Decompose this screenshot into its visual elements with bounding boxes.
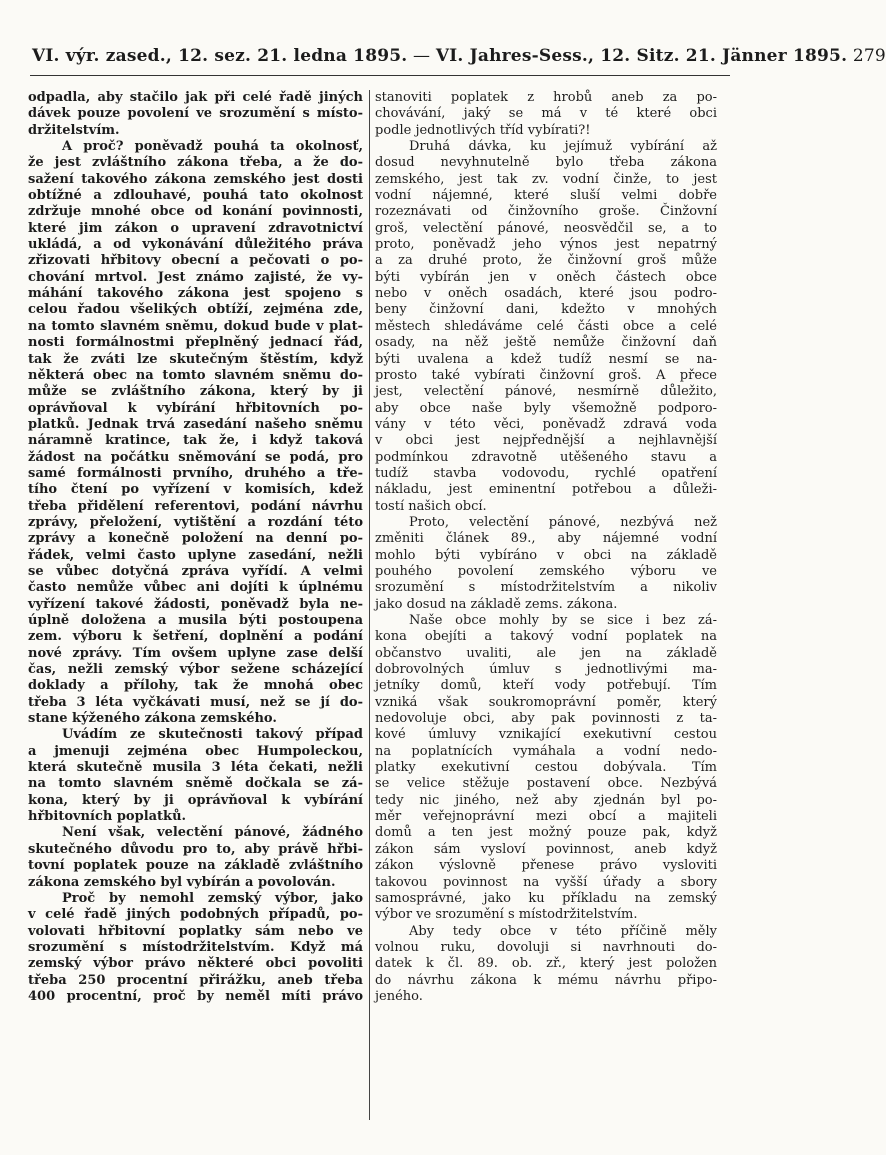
text-line: jako dosud na základě zems. zákona. xyxy=(375,596,618,612)
text-line: samé formálnosti prvního, druhého a tře- xyxy=(28,465,363,481)
text-line: sažení takového zákona zemského jest dosti xyxy=(28,171,363,187)
text-line: dosud nevyhnutelně bylo třeba zákona xyxy=(375,155,717,171)
text-line: chování mrtvol. Jest známo zajisté, že vy- xyxy=(28,269,363,285)
text-line: takovou povinnost na vyšší úřady a sbory xyxy=(375,874,717,890)
text-line: rozeznávati od činžovního groše. Činžovní xyxy=(375,204,717,220)
text-line: tedy nic jiného, než aby zjednán byl po- xyxy=(375,792,717,808)
text-line: se velice stěžuje postavení obce. Nezbývá xyxy=(375,776,717,792)
text-line: úplně doložena a musila býti postoupena xyxy=(28,613,363,628)
text-line: Proto, velectění pánové, nezbývá než xyxy=(409,514,717,530)
text-line: domů a ten jest možný pouze pak, když xyxy=(375,825,717,841)
text-line: zemský výbor právo některé obci povoliti xyxy=(28,956,363,972)
text-line: stane kýženého zákona zemského. xyxy=(28,711,277,727)
text-line: srozumění s místodržitelstvím a nikoliv xyxy=(375,580,717,596)
text-line: odpadla, aby stačilo jak při celé řadě jiných xyxy=(28,90,363,105)
text-line: dobrovolných úmluv s jednotlivými ma- xyxy=(375,662,717,678)
text-line: aby obce naše byly všemožně podporo- xyxy=(375,400,717,416)
text-line: samosprávné, jako ku příkladu na zemský xyxy=(375,890,717,906)
text-line: hřbitovních poplatků. xyxy=(28,809,187,825)
text-line: volnou ruku, dovoluji si navrhnouti do- xyxy=(375,939,717,955)
text-line: tího čtení po vyřízení v komisích, kdež xyxy=(28,482,363,498)
running-head-separator: — xyxy=(413,46,431,66)
text-line: výbor ve srozumění s místodržitelstvím. xyxy=(375,907,638,923)
text-line: datek k čl. 89. ob. zř., který jest položen xyxy=(375,956,717,972)
text-line: kona obejíti a takový vodní poplatek na xyxy=(375,629,717,645)
text-line: býti uvalena a kdež tudíž nesmí se na- xyxy=(375,351,717,367)
text-line: městech shledáváme celé části obce a celé xyxy=(375,318,717,334)
column-divider xyxy=(369,90,370,1120)
text-line: zprávy a konečně položení na denní po- xyxy=(28,531,363,547)
text-line: volovati hřbitovní poplatky sám nebo ve xyxy=(28,923,363,939)
text-line: v celé řadě jiných podobných případů, po- xyxy=(28,907,363,923)
text-line: ukládá, a od vykonávání důležitého práva xyxy=(28,237,363,253)
running-head-czech: VI. výr. zased., 12. sez. 21. ledna 1895. xyxy=(32,46,408,66)
text-line: oprávňoval k vybírání hřbitovních po- xyxy=(28,400,363,416)
text-line: čas, nežli zemský výbor sežene scházející xyxy=(28,662,363,678)
text-line: celou řadou všelikých obtíží, zejména zde, xyxy=(28,302,363,318)
text-line: žádost na počátku sněmování se podá, pro xyxy=(28,449,363,465)
text-line: podle jednotlivých tříd vybírati?! xyxy=(375,122,591,138)
text-line: Uvádím ze skutečnosti takový případ xyxy=(62,727,363,743)
text-line: třeba 3 léta vyčkávati musí, než se jí do- xyxy=(28,694,363,710)
page-header xyxy=(30,40,886,76)
text-line: doklady a přílohy, tak že mnohá obec xyxy=(28,678,363,694)
text-line: vyřízení takové žádosti, poněvadž byla ne- xyxy=(28,596,363,612)
text-line: některá obec na tomto slavném sněmu do- xyxy=(28,367,363,383)
text-line: groš, velectění pánové, neosvědčil se, a to xyxy=(375,220,717,236)
text-line: tostí našich obcí. xyxy=(375,498,487,514)
text-line: na tomto slavném sněmě dočkala se zá- xyxy=(28,776,363,792)
text-line: nové zprávy. Tím ovšem uplyne zase delší xyxy=(28,645,363,661)
text-line: Aby tedy obce v této příčině měly xyxy=(409,923,717,939)
text-line: zdržuje mnohé obce od konání povinnosti, xyxy=(28,204,363,220)
text-line: zem. výboru k šetření, doplnění a podání xyxy=(28,629,363,645)
running-head-german: VI. Jahres-Sess., 12. Sitz. 21. Jänner 1895. xyxy=(435,46,848,66)
running-head xyxy=(32,46,886,66)
text-line: Není však, velectění pánové, žádného xyxy=(62,825,363,841)
text-line: držitelstvím. xyxy=(28,122,120,138)
text-line: Proč by nemohl zemský výbor, jako xyxy=(62,890,363,906)
text-line: 400 procentní, proč by neměl míti právo xyxy=(28,988,363,1004)
text-line: nákladu, jest eminentní potřebou a důleži- xyxy=(375,482,717,498)
text-line: do návrhu zákona k mému návrhu připo- xyxy=(375,972,717,988)
text-line: platky exekutivní cestou dobývala. Tím xyxy=(375,760,717,776)
text-line: a jmenuji zejména obec Humpoleckou, xyxy=(28,743,363,759)
text-line: které jim zákon o upravení zdravotnictví xyxy=(28,220,363,236)
text-line: platků. Jednak trvá zasedání našeho sněmu xyxy=(28,416,363,432)
text-line: obtížné a zdlouhavé, pouhá tato okolnost xyxy=(28,188,363,204)
text-line: nebo v oněch osadách, které jsou podro- xyxy=(375,286,717,302)
text-line: mohlo býti vybíráno v obci na základě xyxy=(375,547,717,563)
text-line: vodní nájemné, které sluší velmi dobře xyxy=(375,188,717,204)
text-line: změniti článek 89., aby nájemné vodní xyxy=(375,531,717,547)
text-line: zákona zemského byl vybírán a povolován. xyxy=(28,874,336,890)
text-line: chovávání, jaký se má v té které obci xyxy=(375,106,717,122)
text-line: tudíž stavba vodovodu, rychlé opatření xyxy=(375,465,717,481)
text-line: A proč? poněvadž pouhá ta okolnosť, xyxy=(62,139,363,155)
text-line: často nemůže vůbec ani dojíti k úplnému xyxy=(28,580,363,596)
left-column xyxy=(28,90,363,1130)
text-line: zemského, jest tak zv. vodní činže, to jest xyxy=(375,171,717,187)
text-line: prosto také vybírati činžovní groš. A přece xyxy=(375,367,717,383)
text-line: vány v této věci, poněvadž zdravá voda xyxy=(375,416,717,432)
text-line: srozumění s místodržitelstvím. Když má xyxy=(28,939,363,955)
text-line: beny činžovní dani, kdežto v mnohých xyxy=(375,302,717,318)
text-line: nedovoluje obci, aby pak povinnosti z ta- xyxy=(375,711,717,727)
text-line: jetníky domů, kteří vody potřebují. Tím xyxy=(375,678,717,694)
header-rule xyxy=(30,75,730,76)
text-line: která skutečně musila 3 léta čekati, nežli xyxy=(28,760,363,776)
text-line: třeba přidělení referentovi, podání návrhu xyxy=(28,498,363,514)
text-line: může se zvláštního zákona, který by ji xyxy=(28,384,363,400)
text-line: a za druhé proto, že činžovní groš může xyxy=(375,253,717,269)
text-line: Naše obce mohly by se sice i bez zá- xyxy=(409,613,717,628)
text-line: nosti formálnostmi přeplněný jednací řád, xyxy=(28,335,363,351)
text-line: na tomto slavném sněmu, dokud bude v plat- xyxy=(28,318,363,334)
text-line: v obci jest nejpřednější a nejhlavnější xyxy=(375,433,717,449)
text-line: máhání takového zákona jest spojeno s xyxy=(28,286,363,302)
text-line: zákon sám vysloví povinnost, aneb když xyxy=(375,841,717,857)
text-line: býti vybírán jen v oněch částech obce xyxy=(375,269,717,285)
text-line: se vůbec dotyčná zpráva vyřídí. A velmi xyxy=(28,563,363,579)
text-line: že jest zvláštního zákona třeba, a že do- xyxy=(28,155,363,171)
text-line: zákon výslovně přenese právo vysloviti xyxy=(375,858,717,874)
text-line: stanoviti poplatek z hrobů aneb za po- xyxy=(375,90,717,105)
text-line: občanstvo uvaliti, ale jen na základě xyxy=(375,645,717,661)
text-line: zprávy, přeložení, vytištění a rozdání této xyxy=(28,514,363,530)
text-line: osady, na něž ještě nemůže činžovní daň xyxy=(375,335,717,351)
text-line: dávek pouze povolení ve srozumění s místo- xyxy=(28,106,363,122)
text-line: Druhá dávka, ku jejímuž vybírání až xyxy=(409,139,717,155)
text-line: jest, velectění pánové, nesmírně důležito, xyxy=(375,384,717,400)
right-column xyxy=(375,90,717,1130)
page-number: 279 xyxy=(852,46,886,66)
text-line: kové úmluvy vznikající exekutivní cestou xyxy=(375,727,717,743)
text-line: pouhého povolení zemského výboru ve xyxy=(375,563,717,579)
text-line: měr veřejnoprávní mezi obcí a majiteli xyxy=(375,809,717,825)
text-line: na poplatnících vymáhala a vodní nedo- xyxy=(375,743,717,759)
text-line: podmínkou zdravotně utěšeného stavu a xyxy=(375,449,717,465)
text-line: třeba 250 procentní přirážku, aneb třeba xyxy=(28,972,363,988)
text-line: kona, který by ji oprávňoval k vybírání xyxy=(28,792,363,808)
text-line: tovní poplatek pouze na základě zvláštního xyxy=(28,858,363,874)
text-line: vzniká však soukromoprávní poměr, který xyxy=(375,694,717,710)
text-line: skutečného důvodu pro to, aby právě hřbi- xyxy=(28,841,363,857)
text-line: náramně kratince, tak že, i když taková xyxy=(28,433,363,449)
text-line: zřizovati hřbitovy obecní a pečovati o po- xyxy=(28,253,363,269)
text-line: řádek, velmi často uplyne zasedání, nežli xyxy=(28,547,363,563)
text-line: jeného. xyxy=(375,988,423,1004)
text-line: tak že zváti lze skutečným štěstím, když xyxy=(28,351,363,367)
text-line: proto, poněvadž jeho výnos jest nepatrný xyxy=(375,237,717,253)
